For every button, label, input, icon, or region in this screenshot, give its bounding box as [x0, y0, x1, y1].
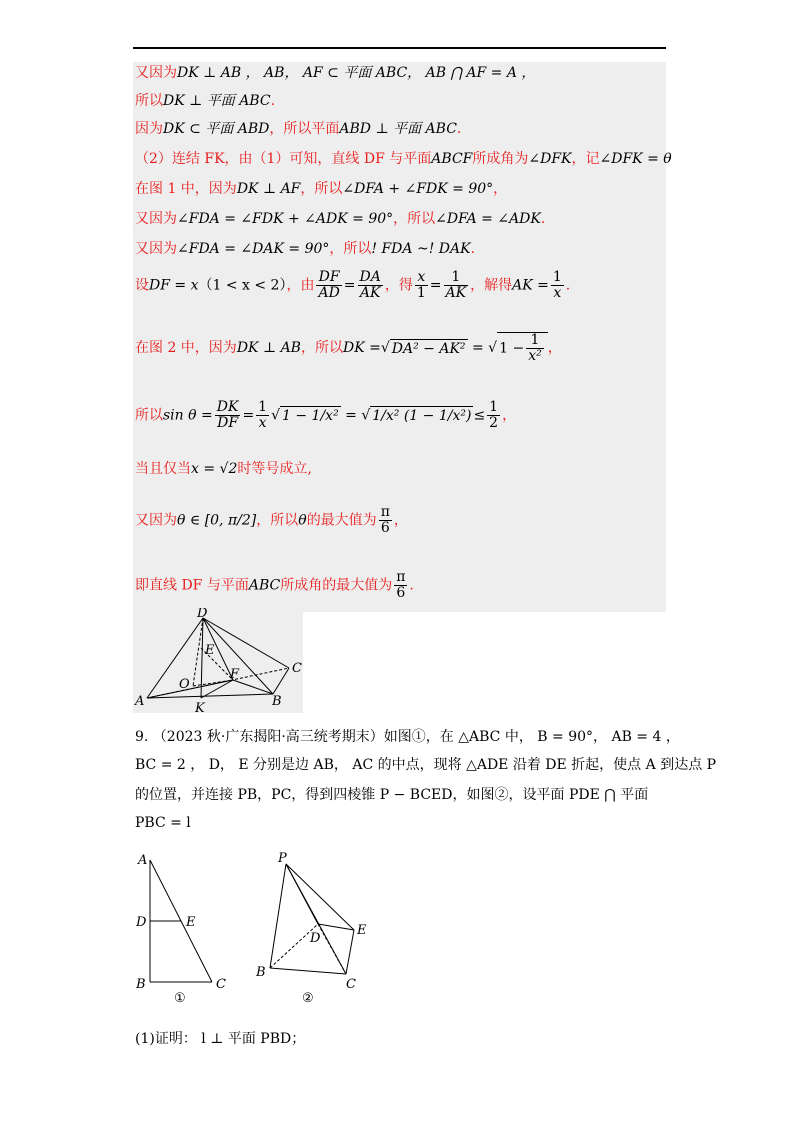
solution-line-9: 在图 2 中，因为DK ⊥ AB，所以DK =√ DA² − AK² = √ 1 − $\frac{1}{\text{x²}}$ ， — [135, 332, 562, 364]
problem9-line4: PBC = l — [135, 815, 191, 831]
math: （1 < x < 2） — [198, 277, 287, 294]
solution-line-12: 又因为θ ∈ [0, π/2]，所以θ的最大值为 $\frac{\pi}{6}$ ， — [135, 504, 408, 536]
problem9-line1: 9. （2023 秋·广东揭阳·高三统考期末）如图①，在 △ABC 中， B = 90°， AB = 4 ， — [135, 729, 680, 745]
triangle-figure — [130, 848, 240, 1008]
header-rule — [133, 47, 666, 49]
text: ，所以 — [329, 241, 372, 257]
solution-line-8: 设DF = x（1 < x < 2），由 $\frac{DF}{AD}$ = $\frac{DA}{AK}$ ，得 $\frac{x}{1}$ = $\frac{1}{AK}$ ，解得AK = $\frac{1}{x}$ . — [135, 269, 571, 301]
text: 时等号成立, — [237, 461, 312, 477]
label-A: A — [135, 694, 145, 709]
label-D: D — [197, 608, 208, 621]
text: ，由 — [286, 277, 315, 294]
label-K: K — [195, 701, 205, 713]
math: ∠DFK = θ — [599, 151, 672, 167]
text: ，所以 — [300, 340, 343, 356]
fraction: $\frac{1}{2}$ — [489, 399, 499, 431]
math: sin θ = — [163, 407, 213, 424]
caption: ① — [174, 991, 186, 1006]
solution-line-11 — [135, 460, 312, 478]
text: 在图 1 中，因为 — [135, 181, 237, 197]
label-F: F — [230, 667, 240, 682]
solution-line-6: 又因为∠FDA = ∠FDK + ∠ADK = 90°，所以∠DFA = ∠ADK. — [135, 211, 546, 227]
math: θ — [298, 512, 307, 529]
solution-line-10: 所以sin θ = $\frac{DK}{DF}$ = $\frac{1}{x}$ √ 1 − 1/x² = √ 1/x² (1 − 1/x²) ≤ $\frac{1}{2}$ ， — [135, 399, 517, 431]
math: DK ⊥ AB — [236, 340, 301, 356]
fraction: $\frac{\pi}{6}$ — [396, 569, 406, 601]
label-B: B — [136, 977, 146, 992]
text: （2）连结 FK，由（1）可知，直线 DF 与平面 — [135, 151, 432, 167]
math: ABD ⊥ 平面 ABC — [339, 121, 457, 137]
math: ∠DFA = ∠ADK — [435, 211, 541, 227]
edge-PE — [286, 864, 354, 930]
edge-PD — [286, 864, 318, 924]
math: ABC — [248, 577, 281, 594]
math: DK ⊥ AF — [236, 181, 301, 197]
text: ，得 — [384, 277, 413, 294]
math: DF = x — [149, 277, 199, 294]
text: ，所以 — [393, 211, 436, 227]
problem9-question1: (1)证明： l ⊥ 平面 PBD； — [135, 1031, 306, 1047]
math: ! FDA ~! DAK — [371, 241, 471, 257]
text: 所以 — [135, 93, 163, 109]
label-B: B — [272, 694, 282, 709]
text: 又因为 — [135, 65, 177, 81]
le: ≤ — [473, 407, 486, 424]
text: 在图 2 中，因为 — [135, 340, 237, 356]
math: DK ⊥ AB ， AB， AF ⊂ 平面 ABC， AB ⋂ AF = A ， — [177, 65, 536, 81]
text: 所成角为 — [472, 151, 529, 167]
label-E: E — [357, 923, 367, 938]
caption: ② — [302, 991, 314, 1006]
text: ，解得 — [470, 277, 513, 294]
text: 所成角的最大值为 — [280, 577, 393, 594]
math: ∠DFK — [528, 151, 572, 167]
label-D: D — [136, 915, 147, 930]
fraction: $\frac{x}{1}$ — [416, 269, 426, 301]
label-B: B — [256, 965, 266, 980]
sqrt: 1/x² (1 − 1/x²) — [372, 408, 472, 424]
solution-line-7: 又因为∠FDA = ∠DAK = 90°，所以! FDA ~! DAK. — [135, 241, 476, 257]
text: 又因为 — [135, 211, 177, 227]
problem9-line3: 的位置，并连接 PB，PC，得到四棱锥 P − BCED，如图②，设平面 PDE ⋂ 平面 — [135, 787, 649, 803]
label-C: C — [292, 661, 302, 676]
fraction: $\frac{DK}{DF}$ — [216, 399, 239, 431]
math: DK ⊥ 平面 ABC — [163, 93, 271, 109]
label-E: E — [205, 643, 215, 658]
text: 设 — [135, 277, 149, 294]
math: θ ∈ [0, π/2] — [177, 512, 257, 529]
math: x = √2 — [191, 461, 238, 477]
edge-BC — [270, 968, 346, 974]
label-O: O — [179, 677, 190, 692]
sqrt: 1 − 1/x² — [282, 408, 339, 424]
math: ABCF — [431, 151, 473, 167]
fraction: $\frac{1}{AK}$ — [445, 269, 467, 301]
text: ，所以平面 — [269, 121, 340, 137]
math: ∠DFA + ∠FDK = 90° — [342, 181, 494, 197]
fraction: $\frac{DF}{AD}$ — [318, 269, 340, 301]
pyramid-figure — [133, 608, 303, 713]
text: 当且仅当 — [135, 461, 191, 477]
solution-line-1 — [135, 64, 535, 82]
sqrt: DA² − AK² — [391, 340, 466, 357]
label-C: C — [346, 977, 356, 992]
solution-line-3: 因为DK ⊂ 平面 ABD，所以平面ABD ⊥ 平面 ABC. — [135, 121, 462, 137]
edge-PB — [270, 864, 286, 968]
solution-line-13: 即直线 DF 与平面ABC所成角的最大值为 $\frac{\pi}{6}$ . — [135, 569, 414, 601]
math: ∠FDA = ∠FDK + ∠ADK = 90° — [177, 211, 394, 227]
label-A: A — [138, 853, 148, 868]
text: 所以 — [135, 407, 163, 424]
solution-line-4 — [135, 150, 672, 168]
sqrt: 1 − $\frac{1}{\text{x²}}$ — [497, 332, 548, 364]
text: ，所以 — [300, 181, 343, 197]
text: 即直线 DF 与平面 — [135, 577, 249, 594]
fraction: $\frac{\pi}{6}$ — [380, 504, 390, 536]
label-C: C — [216, 977, 226, 992]
equals: = — [343, 277, 356, 294]
math: AK = — [512, 277, 549, 294]
math: ∠FDA = ∠DAK = 90° — [177, 241, 330, 257]
text: ，记 — [571, 151, 600, 167]
label-D: D — [310, 931, 321, 946]
text: 又因为 — [135, 512, 177, 529]
text: 又因为 — [135, 241, 177, 257]
problem9-line2: BC = 2 ， D， E 分别是边 AB， AC 的中点，现将 △ADE 沿着 DE 折起，使点 A 到达点 P — [135, 757, 717, 773]
fraction: $\frac{1}{x}$ — [258, 399, 268, 431]
fold-pyramid-figure — [250, 848, 380, 1008]
math: DK = — [342, 340, 381, 356]
math: DK ⊂ 平面 ABD — [163, 121, 270, 137]
text: ，所以 — [256, 512, 299, 529]
fraction: $\frac{1}{x}$ — [552, 269, 562, 301]
fraction: $\frac{DA}{AK}$ — [359, 269, 381, 301]
label-E: E — [186, 915, 196, 930]
edge-CE — [346, 930, 354, 974]
label-P: P — [278, 851, 287, 866]
solution-line-2: 所以DK ⊥ 平面 ABC. — [135, 93, 276, 109]
solution-line-5: 在图 1 中，因为DK ⊥ AF，所以∠DFA + ∠FDK = 90°， — [135, 181, 508, 197]
text: 因为 — [135, 121, 163, 137]
text: 的最大值为 — [306, 512, 377, 529]
